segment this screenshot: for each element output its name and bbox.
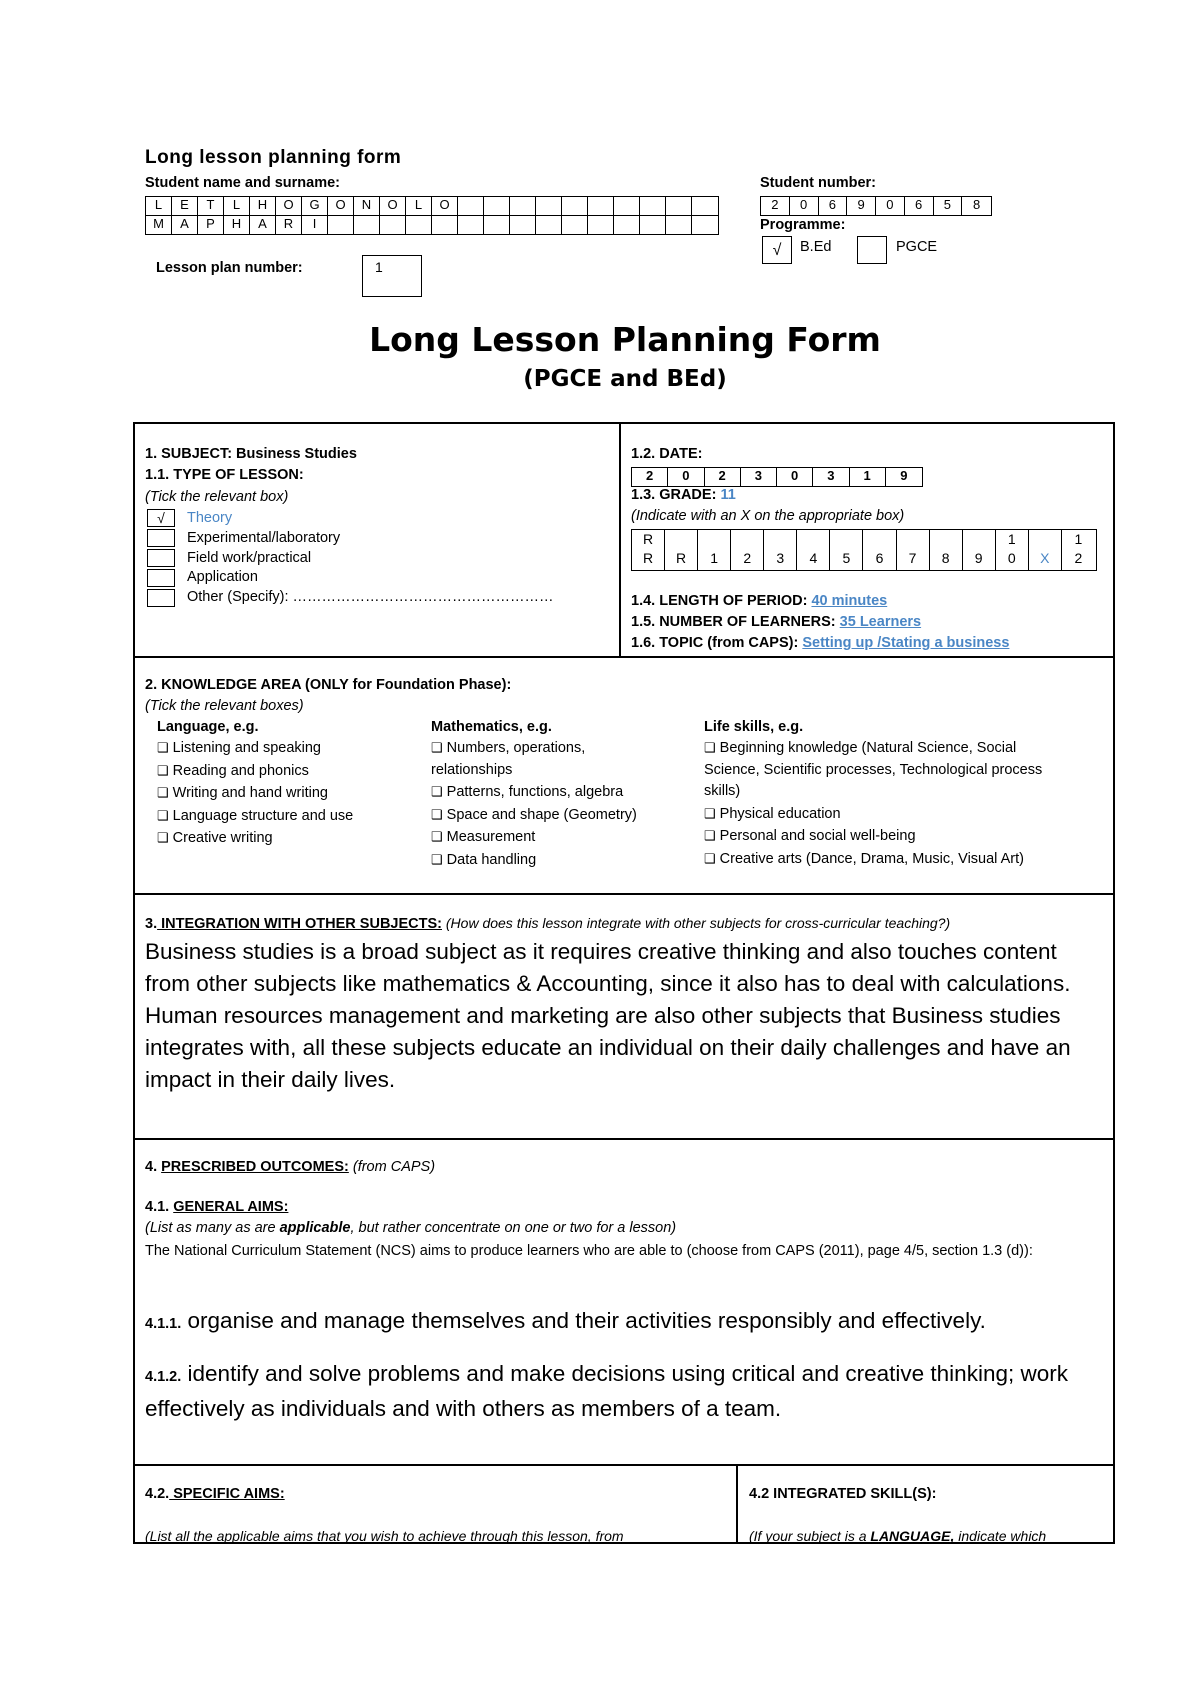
- date-cell: 2: [705, 468, 741, 486]
- language-column: [157, 717, 417, 850]
- student-number-cell: 9: [847, 197, 876, 215]
- name-cell: G: [302, 197, 328, 215]
- grade-cell-top: R: [642, 531, 654, 547]
- date-cell: 0: [668, 468, 704, 486]
- page-title: Long Lesson Planning Form: [369, 320, 881, 359]
- grade-cell-bottom: 2: [743, 550, 752, 566]
- name-cell: H: [224, 216, 250, 234]
- name-cell: [536, 197, 562, 215]
- grade-cell[interactable]: [665, 530, 698, 570]
- length-value: 40 minutes: [811, 593, 888, 609]
- grade-hint: (Indicate with an X on the appropriate box): [631, 508, 905, 524]
- student-number-cell: 6: [905, 197, 934, 215]
- language-item[interactable]: ❑ Creative writing: [157, 827, 417, 850]
- page-subtitle: (PGCE and BEd): [523, 366, 727, 392]
- option-theory: Theory: [187, 510, 233, 526]
- name-cell: [432, 216, 458, 234]
- grade-cell-top: [731, 530, 763, 549]
- name-cell: [484, 197, 510, 215]
- name-cell: M: [146, 216, 172, 234]
- option-application: Application: [187, 569, 258, 585]
- name-cell: O: [328, 197, 354, 215]
- name-cell: O: [380, 197, 406, 215]
- life-skills-item[interactable]: ❑ Physical education: [704, 803, 1074, 826]
- lesson-plan-label: Lesson plan number:: [156, 260, 303, 276]
- maths-item[interactable]: ❑ Space and shape (Geometry): [431, 804, 681, 827]
- name-cell: [562, 197, 588, 215]
- grade-cell-top: [797, 530, 829, 549]
- lesson-plan-number-field[interactable]: [362, 255, 422, 297]
- name-cell: E: [172, 197, 198, 215]
- grade-cell-bottom: R: [676, 550, 687, 566]
- student-number-cell: 0: [790, 197, 819, 215]
- grade-cell-bottom: 6: [875, 550, 884, 566]
- grade-cell-bottom: 7: [908, 550, 917, 566]
- name-cell: [406, 216, 432, 234]
- student-number-cell: 5: [934, 197, 963, 215]
- grade-cell[interactable]: [1062, 530, 1095, 570]
- name-cell: [588, 216, 614, 234]
- outcomes-title: PRESCRIBED OUTCOMES:: [161, 1159, 349, 1175]
- language-item[interactable]: ❑ Language structure and use: [157, 805, 417, 828]
- theory-checkbox[interactable]: [147, 509, 175, 527]
- maths-item[interactable]: ❑ Numbers, operations, relationships: [431, 737, 636, 781]
- name-cell: N: [354, 197, 380, 215]
- name-cell: A: [172, 216, 198, 234]
- check-mark-icon: √: [772, 242, 782, 259]
- integration-hint: (How does this lesson integrate with other subjects for cross-curricular teaching?): [442, 915, 951, 931]
- maths-column: [431, 717, 681, 871]
- lesson-type-hint: (Tick the relevant box): [145, 489, 289, 505]
- grade-cell-top: [863, 530, 895, 549]
- integrated-skills-title: 4.2 INTEGRATED SKILL(S):: [749, 1486, 937, 1502]
- student-number-cell: 0: [876, 197, 905, 215]
- programme-label: Programme:: [760, 217, 846, 233]
- name-cell: [614, 197, 640, 215]
- name-cell: [666, 216, 692, 234]
- date-label: 1.2. DATE:: [631, 446, 703, 462]
- name-cell: O: [432, 197, 458, 215]
- other-checkbox[interactable]: [147, 589, 175, 607]
- maths-item[interactable]: ❑ Data handling: [431, 849, 681, 872]
- grade-cell-top: [698, 530, 730, 549]
- name-cell: [562, 216, 588, 234]
- name-cell: [640, 216, 666, 234]
- programme-pgce-label: PGCE: [896, 239, 938, 255]
- grade-cell[interactable]: [996, 530, 1029, 570]
- grade-cell[interactable]: [698, 530, 731, 570]
- date-cell: 2: [632, 468, 668, 486]
- learners-value: 35 Learners: [839, 614, 922, 630]
- life-skills-item[interactable]: ❑ Creative arts (Dance, Drama, Music, Visual Art): [704, 848, 1074, 871]
- general-aim-2: 4.1.2. identify and solve problems and make decisions using critical and creative thinking; work effectively as individuals and with others as members of a team.: [145, 1361, 1068, 1421]
- name-cell: I: [302, 216, 328, 234]
- grade-cell-bottom: 1: [710, 550, 719, 566]
- grade-cell[interactable]: [764, 530, 797, 570]
- student-number-cell: 2: [761, 197, 790, 215]
- integration-heading: 3. INTEGRATION WITH OTHER SUBJECTS: (How does this lesson integrate with other subjects for cross-curricular teaching?): [145, 915, 951, 932]
- name-cell: [354, 216, 380, 234]
- name-cell: R: [276, 216, 302, 234]
- grade-cell-bottom: 5: [842, 550, 851, 566]
- life-skills-column: [704, 717, 1074, 870]
- experimental-checkbox[interactable]: [147, 529, 175, 547]
- general-aims-heading: 4.1. GENERAL AIMS:: [145, 1199, 289, 1215]
- name-cell: A: [250, 216, 276, 234]
- maths-item[interactable]: ❑ Measurement: [431, 826, 681, 849]
- topic-value: Setting up /Stating a business: [802, 635, 1010, 651]
- programme-bed-label: B.Ed: [800, 239, 832, 255]
- grade-cell-bottom: X: [1040, 550, 1050, 566]
- date-cell: 1: [850, 468, 886, 486]
- name-cell: P: [198, 216, 224, 234]
- application-checkbox[interactable]: [147, 569, 175, 587]
- integration-body: Business studies is a broad subject as it requires creative thinking and also touches content from other subjects like mathematics & Accounting, since it also has to deal with calculations. Human resources management and marketing are also other subjects that Business studies integrates with, all these subjects educate an individual on their daily challenges and have an impact in their daily lives.: [145, 939, 1071, 1092]
- form-title: Long lesson planning form: [145, 147, 402, 168]
- learners-line: 1.5. NUMBER OF LEARNERS: 35 Learners: [631, 614, 922, 630]
- integrated-skills-hint: (If your subject is a LANGUAGE, indicate which: [749, 1528, 1047, 1544]
- option-experimental: Experimental/laboratory: [187, 530, 341, 546]
- grade-cell-bottom: 2: [1074, 550, 1083, 566]
- date-cell: 9: [900, 468, 908, 483]
- name-cell: L: [146, 197, 172, 215]
- grade-cell-top: [1029, 530, 1061, 549]
- name-cell: T: [198, 197, 224, 215]
- grade-cell[interactable]: [830, 530, 863, 570]
- maths-title: Mathematics, e.g.: [431, 719, 552, 735]
- grade-cell[interactable]: [731, 530, 764, 570]
- date-field[interactable]: [631, 467, 923, 487]
- name-cell: L: [224, 197, 250, 215]
- language-item[interactable]: ❑ Reading and phonics: [157, 760, 417, 783]
- name-cell: [614, 216, 640, 234]
- ncs-text: The National Curriculum Statement (NCS) aims to produce learners who are able to (choose from CAPS (2011), page 4/5, section 1.3 (d)):: [145, 1243, 1033, 1259]
- option-other: Other (Specify): ………………………………………………: [187, 589, 554, 605]
- student-number-cell: 8: [973, 197, 981, 212]
- name-cell: [536, 216, 562, 234]
- date-cell: 3: [813, 468, 849, 486]
- name-cell: [692, 216, 718, 234]
- grade-value: 11: [720, 487, 736, 503]
- grade-cell-top: [897, 530, 929, 549]
- grade-cell[interactable]: [863, 530, 896, 570]
- general-aims-hint: (List as many as are applicable, but rather concentrate on one or two for a lesson): [145, 1220, 677, 1236]
- grade-selector[interactable]: [631, 529, 1097, 571]
- grade-cell[interactable]: [797, 530, 830, 570]
- name-cell: [640, 197, 666, 215]
- option-fieldwork: Field work/practical: [187, 550, 312, 566]
- programme-bed-checkbox[interactable]: [762, 236, 792, 264]
- name-cell: [458, 216, 484, 234]
- general-aims-title: GENERAL AIMS:: [173, 1199, 289, 1215]
- date-cell: 3: [741, 468, 777, 486]
- grade-cell-top: [830, 530, 862, 549]
- student-name-row-1[interactable]: [145, 196, 719, 216]
- check-mark-icon: √: [157, 510, 165, 526]
- specific-aims-heading: 4.2. SPECIFIC AIMS:: [145, 1486, 285, 1502]
- date-cell: 0: [777, 468, 813, 486]
- grade-cell[interactable]: [930, 530, 963, 570]
- grade-cell-bottom: 8: [941, 550, 950, 566]
- grade-line: 1.3. GRADE: 11: [631, 487, 736, 503]
- grade-cell-top: [665, 530, 697, 549]
- name-cell: [484, 216, 510, 234]
- knowledge-area-title: 2. KNOWLEDGE AREA (ONLY for Foundation Phase):: [145, 677, 512, 693]
- general-aim-1: 4.1.1. organise and manage themselves and their activities responsibly and effectively.: [145, 1308, 986, 1333]
- length-line: 1.4. LENGTH OF PERIOD: 40 minutes: [631, 593, 888, 609]
- grade-cell[interactable]: [632, 530, 665, 570]
- maths-item[interactable]: ❑ Patterns, functions, algebra: [431, 781, 681, 804]
- name-cell: [510, 197, 536, 215]
- name-cell: [458, 197, 484, 215]
- name-cell: [380, 216, 406, 234]
- fieldwork-checkbox[interactable]: [147, 549, 175, 567]
- outcomes-heading: 4. PRESCRIBED OUTCOMES: (from CAPS): [145, 1159, 436, 1175]
- life-skills-item[interactable]: ❑ Personal and social well-being: [704, 825, 1074, 848]
- grade-cell-bottom: R: [642, 550, 654, 566]
- student-name-label: Student name and surname:: [145, 175, 340, 191]
- grade-cell-top: 1: [1007, 531, 1016, 547]
- name-cell: [588, 197, 614, 215]
- programme-pgce-checkbox[interactable]: [857, 236, 887, 264]
- grade-cell-top: 1: [1074, 531, 1083, 547]
- name-cell: H: [250, 197, 276, 215]
- grade-cell-top: [764, 530, 796, 549]
- student-number-field[interactable]: [760, 196, 992, 216]
- language-title: Language, e.g.: [157, 719, 259, 735]
- name-cell: L: [406, 197, 432, 215]
- grade-cell[interactable]: [1029, 530, 1062, 570]
- grade-cell[interactable]: [897, 530, 930, 570]
- student-number-label: Student number:: [760, 175, 876, 191]
- subject-label: 1. SUBJECT: Business Studies: [145, 446, 357, 462]
- life-skills-item[interactable]: ❑ Beginning knowledge (Natural Science, Social Science, Scientific processes, Technological process skills): [704, 737, 1074, 803]
- language-item[interactable]: ❑ Writing and hand writing: [157, 782, 417, 805]
- knowledge-area-hint: (Tick the relevant boxes): [145, 698, 304, 714]
- grade-cell-bottom: 9: [974, 550, 983, 566]
- lesson-plan-number: 1: [375, 259, 383, 275]
- name-cell: [510, 216, 536, 234]
- language-item[interactable]: ❑ Listening and speaking: [157, 737, 417, 760]
- integration-title: INTEGRATION WITH OTHER SUBJECTS:: [157, 916, 442, 932]
- grade-cell[interactable]: [963, 530, 996, 570]
- grade-cell-bottom: 0: [1007, 550, 1016, 566]
- grade-cell-bottom: 4: [809, 550, 818, 566]
- name-cell: [328, 216, 354, 234]
- name-cell: O: [276, 197, 302, 215]
- grade-cell-bottom: 3: [776, 550, 785, 566]
- student-number-cell: 6: [819, 197, 848, 215]
- specific-aims-title: SPECIFIC AIMS:: [169, 1486, 285, 1502]
- grade-cell-top: [963, 530, 995, 549]
- name-cell: [692, 197, 718, 215]
- name-cell: [666, 197, 692, 215]
- grade-cell-top: [930, 530, 962, 549]
- student-name-row-2[interactable]: [145, 215, 719, 235]
- lesson-type-label: 1.1. TYPE OF LESSON:: [145, 467, 304, 483]
- specific-aims-hint: (List all the applicable aims that you wish to achieve through this lesson, from: [145, 1528, 624, 1544]
- topic-line: 1.6. TOPIC (from CAPS): Setting up /Stating a business: [631, 635, 1010, 651]
- life-skills-title: Life skills, e.g.: [704, 719, 804, 735]
